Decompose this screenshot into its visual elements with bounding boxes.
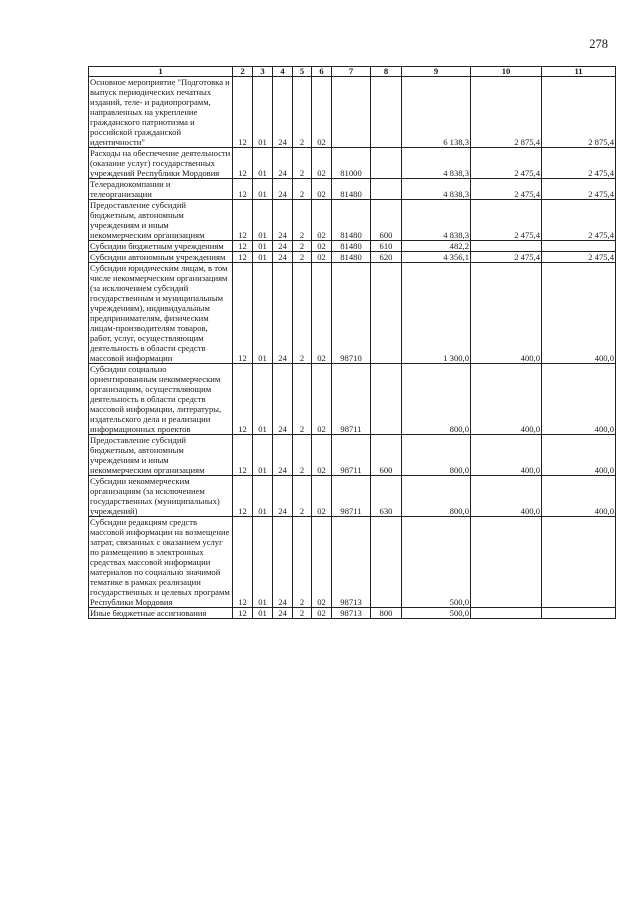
event-code-cell: 02 xyxy=(312,476,332,517)
expense-type-cell xyxy=(371,263,402,364)
amount-year1-cell: 800,0 xyxy=(402,364,471,435)
header-row xyxy=(89,67,616,77)
subsection-code-cell: 01 xyxy=(253,364,273,435)
table-row xyxy=(89,148,616,179)
expense-direction-cell xyxy=(332,77,371,148)
subprogram-code-cell: 2 xyxy=(293,179,312,200)
amount-year3-cell: 400,0 xyxy=(542,364,616,435)
program-code-cell: 24 xyxy=(273,608,293,619)
row-name-cell: Субсидии некоммерческим организациям (за исключением государственных (муниципальных) учреждений) xyxy=(89,476,233,517)
row-name-cell: Расходы на обеспечение деятельности (оказание услуг) государственных учреждений Республики Мордовия xyxy=(89,148,233,179)
section-code-cell: 12 xyxy=(233,252,253,263)
column-header: 11 xyxy=(542,67,616,77)
section-code-cell: 12 xyxy=(233,241,253,252)
subsection-code-cell: 01 xyxy=(253,148,273,179)
subprogram-code-cell: 2 xyxy=(293,263,312,364)
subsection-code-cell: 01 xyxy=(253,263,273,364)
event-code-cell: 02 xyxy=(312,241,332,252)
event-code-cell: 02 xyxy=(312,263,332,364)
table-row xyxy=(89,200,616,241)
budget-table xyxy=(88,66,616,619)
row-name-cell: Иные бюджетные ассигнования xyxy=(89,608,233,619)
column-header: 5 xyxy=(293,67,312,77)
amount-year1-cell: 1 300,0 xyxy=(402,263,471,364)
expense-direction-cell: 98713 xyxy=(332,608,371,619)
expense-type-cell xyxy=(371,179,402,200)
amount-year2-cell: 400,0 xyxy=(471,263,542,364)
row-name-cell: Субсидии автономным учреждениям xyxy=(89,252,233,263)
program-code-cell: 24 xyxy=(273,241,293,252)
column-header: 10 xyxy=(471,67,542,77)
program-code-cell: 24 xyxy=(273,77,293,148)
amount-year2-cell: 400,0 xyxy=(471,364,542,435)
amount-year2-cell: 2 875,4 xyxy=(471,77,542,148)
amount-year2-cell xyxy=(471,241,542,252)
table-row xyxy=(89,364,616,435)
subsection-code-cell: 01 xyxy=(253,77,273,148)
column-header: 3 xyxy=(253,67,273,77)
expense-direction-cell: 98710 xyxy=(332,263,371,364)
row-name-cell: Субсидии юридическим лицам, в том числе некоммерческим организациям (за исключением субсидий государственным и муниципальным учреждениям), индивидуальным предпринимателям, физическим лицам-производителям товаров, работ, услуг, осуществляющим деятельность в области средств массовой информации xyxy=(89,263,233,364)
table-row xyxy=(89,241,616,252)
expense-type-cell xyxy=(371,77,402,148)
expense-type-cell xyxy=(371,148,402,179)
expense-type-cell: 630 xyxy=(371,476,402,517)
expense-direction-cell: 81480 xyxy=(332,179,371,200)
expense-direction-cell: 98711 xyxy=(332,476,371,517)
expense-direction-cell: 81000 xyxy=(332,148,371,179)
amount-year1-cell: 800,0 xyxy=(402,476,471,517)
table-row xyxy=(89,263,616,364)
amount-year2-cell: 400,0 xyxy=(471,435,542,476)
amount-year3-cell: 2 475,4 xyxy=(542,252,616,263)
subprogram-code-cell: 2 xyxy=(293,148,312,179)
section-code-cell: 12 xyxy=(233,148,253,179)
amount-year3-cell: 2 475,4 xyxy=(542,200,616,241)
section-code-cell: 12 xyxy=(233,608,253,619)
section-code-cell: 12 xyxy=(233,200,253,241)
amount-year2-cell xyxy=(471,608,542,619)
table-row xyxy=(89,608,616,619)
expense-direction-cell: 98713 xyxy=(332,517,371,608)
column-header: 2 xyxy=(233,67,253,77)
expense-type-cell xyxy=(371,517,402,608)
subprogram-code-cell: 2 xyxy=(293,364,312,435)
subprogram-code-cell: 2 xyxy=(293,517,312,608)
amount-year1-cell: 500,0 xyxy=(402,608,471,619)
expense-type-cell: 620 xyxy=(371,252,402,263)
subprogram-code-cell: 2 xyxy=(293,200,312,241)
row-name-cell: Предоставление субсидий бюджетным, автономным учреждениям и иным некоммерческим организациям xyxy=(89,200,233,241)
program-code-cell: 24 xyxy=(273,476,293,517)
expense-direction-cell: 81480 xyxy=(332,200,371,241)
section-code-cell: 12 xyxy=(233,476,253,517)
amount-year2-cell: 400,0 xyxy=(471,476,542,517)
amount-year1-cell: 6 138,3 xyxy=(402,77,471,148)
amount-year1-cell: 4 838,3 xyxy=(402,200,471,241)
event-code-cell: 02 xyxy=(312,517,332,608)
program-code-cell: 24 xyxy=(273,517,293,608)
section-code-cell: 12 xyxy=(233,364,253,435)
program-code-cell: 24 xyxy=(273,435,293,476)
event-code-cell: 02 xyxy=(312,608,332,619)
amount-year3-cell xyxy=(542,241,616,252)
amount-year3-cell: 400,0 xyxy=(542,476,616,517)
program-code-cell: 24 xyxy=(273,252,293,263)
expense-type-cell: 600 xyxy=(371,435,402,476)
subsection-code-cell: 01 xyxy=(253,435,273,476)
amount-year3-cell xyxy=(542,517,616,608)
row-name-cell: Предоставление субсидий бюджетным, автономным учреждениям и иным некоммерческим организациям xyxy=(89,435,233,476)
subsection-code-cell: 01 xyxy=(253,241,273,252)
amount-year2-cell: 2 475,4 xyxy=(471,200,542,241)
amount-year1-cell: 482,2 xyxy=(402,241,471,252)
amount-year1-cell: 4 838,3 xyxy=(402,148,471,179)
amount-year3-cell: 2 875,4 xyxy=(542,77,616,148)
section-code-cell: 12 xyxy=(233,435,253,476)
subsection-code-cell: 01 xyxy=(253,476,273,517)
row-name-cell: Субсидии социально ориентированным некоммерческим организациям, осуществляющим деятельность в области средств массовой информации, литературы, издательского дела и реализации информационных проектов xyxy=(89,364,233,435)
amount-year3-cell: 400,0 xyxy=(542,263,616,364)
column-header: 9 xyxy=(402,67,471,77)
expense-type-cell: 800 xyxy=(371,608,402,619)
expense-type-cell: 610 xyxy=(371,241,402,252)
subsection-code-cell: 01 xyxy=(253,179,273,200)
section-code-cell: 12 xyxy=(233,517,253,608)
amount-year1-cell: 500,0 xyxy=(402,517,471,608)
table-row xyxy=(89,517,616,608)
column-header: 4 xyxy=(273,67,293,77)
page-number: 278 xyxy=(589,37,608,51)
event-code-cell: 02 xyxy=(312,179,332,200)
amount-year2-cell: 2 475,4 xyxy=(471,148,542,179)
amount-year2-cell: 2 475,4 xyxy=(471,252,542,263)
column-header: 8 xyxy=(371,67,402,77)
table-row xyxy=(89,179,616,200)
expense-direction-cell: 81480 xyxy=(332,252,371,263)
table-row xyxy=(89,252,616,263)
expense-direction-cell: 98711 xyxy=(332,364,371,435)
program-code-cell: 24 xyxy=(273,263,293,364)
amount-year3-cell: 400,0 xyxy=(542,435,616,476)
row-name-cell: Телерадиокомпании и телеорганизации xyxy=(89,179,233,200)
section-code-cell: 12 xyxy=(233,77,253,148)
column-header: 7 xyxy=(332,67,371,77)
program-code-cell: 24 xyxy=(273,148,293,179)
table-row xyxy=(89,476,616,517)
event-code-cell: 02 xyxy=(312,364,332,435)
amount-year3-cell xyxy=(542,608,616,619)
section-code-cell: 12 xyxy=(233,263,253,364)
subprogram-code-cell: 2 xyxy=(293,252,312,263)
program-code-cell: 24 xyxy=(273,200,293,241)
section-code-cell: 12 xyxy=(233,179,253,200)
expense-type-cell xyxy=(371,364,402,435)
subprogram-code-cell: 2 xyxy=(293,77,312,148)
table-row xyxy=(89,435,616,476)
expense-direction-cell: 81480 xyxy=(332,241,371,252)
subsection-code-cell: 01 xyxy=(253,252,273,263)
expense-type-cell: 600 xyxy=(371,200,402,241)
amount-year3-cell: 2 475,4 xyxy=(542,148,616,179)
event-code-cell: 02 xyxy=(312,435,332,476)
subsection-code-cell: 01 xyxy=(253,608,273,619)
program-code-cell: 24 xyxy=(273,179,293,200)
event-code-cell: 02 xyxy=(312,252,332,263)
subprogram-code-cell: 2 xyxy=(293,476,312,517)
event-code-cell: 02 xyxy=(312,77,332,148)
amount-year3-cell: 2 475,4 xyxy=(542,179,616,200)
amount-year1-cell: 4 356,1 xyxy=(402,252,471,263)
column-header: 6 xyxy=(312,67,332,77)
table-row xyxy=(89,77,616,148)
expense-direction-cell: 98711 xyxy=(332,435,371,476)
row-name-cell: Субсидии бюджетным учреждениям xyxy=(89,241,233,252)
program-code-cell: 24 xyxy=(273,364,293,435)
row-name-cell: Основное мероприятие "Подготовка и выпуск периодических печатных изданий, теле- и радиопрограмм, направленных на укрепление гражданского патриотизма и российской гражданской идентичности" xyxy=(89,77,233,148)
amount-year2-cell xyxy=(471,517,542,608)
column-header: 1 xyxy=(89,67,233,77)
event-code-cell: 02 xyxy=(312,200,332,241)
amount-year1-cell: 4 838,3 xyxy=(402,179,471,200)
subprogram-code-cell: 2 xyxy=(293,435,312,476)
subprogram-code-cell: 2 xyxy=(293,241,312,252)
row-name-cell: Субсидии редакциям средств массовой информации на возмещение затрат, связанных с оказанием услуг по размещению в электронных средствах массовой информации материалов по социально значимой тематике в рамках реализации государственных и целевых программ Республики Мордовия xyxy=(89,517,233,608)
subsection-code-cell: 01 xyxy=(253,517,273,608)
amount-year2-cell: 2 475,4 xyxy=(471,179,542,200)
amount-year1-cell: 800,0 xyxy=(402,435,471,476)
subprogram-code-cell: 2 xyxy=(293,608,312,619)
subsection-code-cell: 01 xyxy=(253,200,273,241)
event-code-cell: 02 xyxy=(312,148,332,179)
